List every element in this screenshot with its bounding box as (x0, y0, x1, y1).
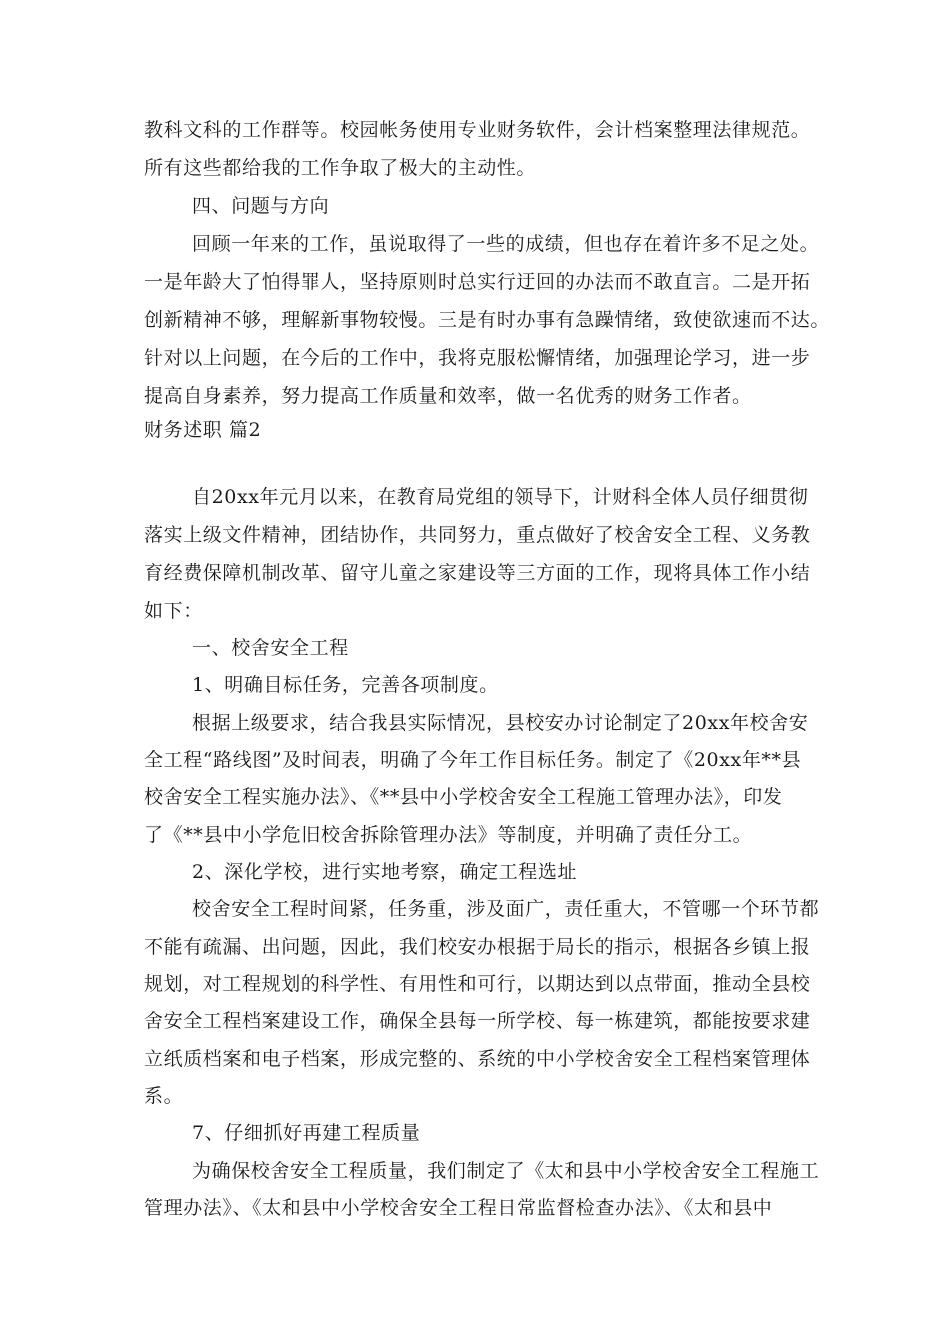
section-heading: 四、问题与方向 (192, 195, 330, 217)
subsection-heading: 2、深化学校，进行实地考察，确定工程选址 (192, 861, 578, 883)
subsection-heading: 1、明确目标任务，完善各项制度。 (192, 674, 499, 696)
text-line: 系。 (144, 1085, 184, 1107)
subsection-heading: 7、仔细抓好再建工程质量 (192, 1122, 421, 1144)
text-line: 自20xx年元月以来，在教育局党组的领导下，计财科全体人员仔细贯彻 (192, 486, 809, 508)
text-line: 立纸质档案和电子档案，形成完整的、系统的中小学校舍安全工程档案管理体 (144, 1048, 811, 1070)
text-line: 针对以上问题，在今后的工作中，我将克服松懈情绪，加强理论学习，进一步 (144, 347, 811, 369)
text-line: 提高自身素养，努力提高工作质量和效率，做一名优秀的财务工作者。 (144, 385, 752, 407)
text-line: 根据上级要求，结合我县实际情况，县校安办讨论制定了20xx年校舍安 (192, 712, 809, 734)
text-line: 不能有疏漏、出问题，因此，我们校安办根据于局长的指示，根据各乡镇上报 (144, 936, 811, 958)
chapter-title: 财务述职 篇2 (144, 419, 262, 441)
text-line: 所有这些都给我的工作争取了极大的主动性。 (144, 157, 537, 179)
text-line: 创新精神不够，理解新事物较慢。三是有时办事有急躁情绪，致使欲速而不达。 (144, 309, 831, 331)
text-line: 全工程“路线图”及时间表，明确了今年工作目标任务。制定了《20xx年**县 (144, 749, 802, 771)
text-line: 育经费保障机制改革、留守儿童之家建设等三方面的工作，现将具体工作小结 (144, 562, 811, 584)
text-line: 舍安全工程档案建设工作，确保全县每一所学校、每一栋建筑，都能按要求建 (144, 1010, 811, 1032)
text-line: 为确保校舍安全工程质量，我们制定了《太和县中小学校舍安全工程施工 (192, 1160, 820, 1182)
text-line: 规划，对工程规划的科学性、有用性和可行，以期达到以点带面，推动全县校 (144, 973, 811, 995)
text-line: 管理办法》、《太和县中小学校舍安全工程日常监督检查办法》、《太和县中 (144, 1197, 773, 1219)
text-line: 教科文科的工作群等。校园帐务使用专业财务软件，会计档案整理法律规范。 (144, 119, 811, 141)
text-line: 了《**县中小学危旧校舍拆除管理办法》等制度，并明确了责任分工。 (144, 824, 753, 846)
text-line: 落实上级文件精神，团结协作，共同努力，重点做好了校舍安全工程、义务教 (144, 524, 811, 546)
text-line: 校舍安全工程时间紧，任务重，涉及面广，责任重大，不管哪一个环节都 (192, 898, 820, 920)
text-line: 回顾一年来的工作，虽说取得了一些的成绩，但也存在着许多不足之处。 (192, 233, 820, 255)
section-heading: 一、校舍安全工程 (192, 637, 349, 659)
text-line: 如下： (144, 600, 203, 622)
text-line: 校舍安全工程实施办法》、《**县中小学校舍安全工程施工管理办法》，印发 (144, 786, 783, 808)
text-line: 一是年龄大了怕得罪人，坚持原则时总实行迂回的办法而不敢直言。二是开拓 (144, 271, 811, 293)
